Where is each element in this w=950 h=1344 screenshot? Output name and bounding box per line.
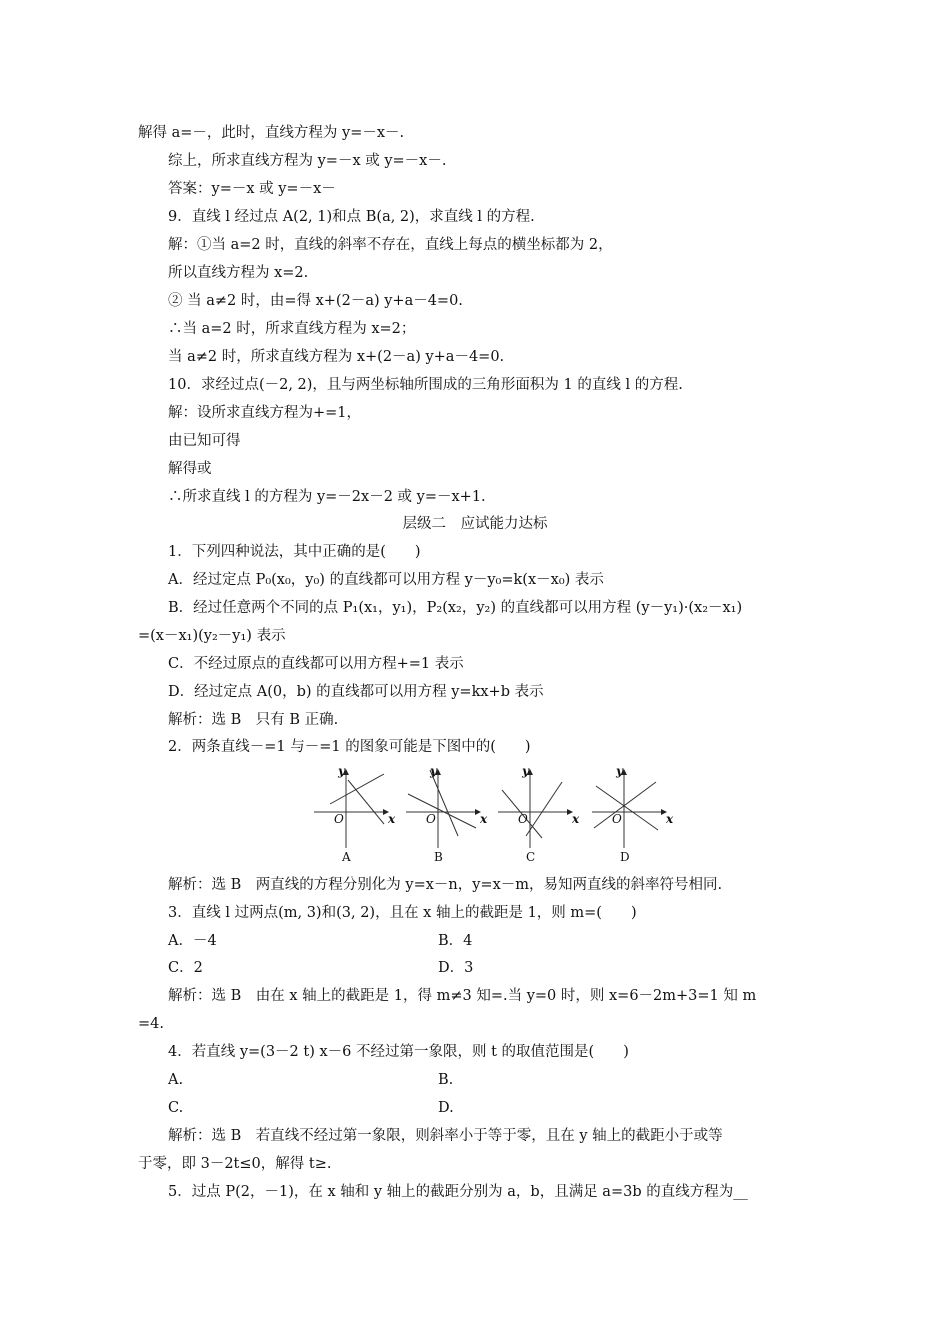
- option-a: A．经过定点 P₀(x₀，y₀) 的直线都可以用方程 y－y₀=k(x－x₀) 表示: [168, 572, 604, 588]
- y-axis-label: y: [338, 764, 345, 778]
- text-line: =(x－x₁)(y₂－y₁) 表示: [138, 628, 286, 644]
- text-line: 解：①当 a=2 时，直线的斜率不存在，直线上每点的横坐标都为 2，: [168, 237, 613, 253]
- graph-c: [498, 770, 572, 848]
- text-line: ∴当 a=2 时，所求直线方程为 x=2；: [168, 321, 416, 337]
- option-c: C．2: [168, 960, 203, 976]
- text-line: =4.: [138, 1016, 164, 1032]
- origin-label: O: [426, 812, 436, 826]
- option-b: B．4: [438, 933, 473, 949]
- answer-2: 解析：选 B 两直线的方程分别化为 y=x－n，y=x－m，易知两直线的斜率符号相同.: [168, 877, 723, 893]
- option-c: C.: [168, 1100, 184, 1116]
- text-line: 解得 a=－，此时，直线方程为 y=－x－.: [138, 125, 405, 141]
- option-d: D．经过定点 A(0，b) 的直线都可以用方程 y=kx+b 表示: [168, 684, 544, 700]
- option-b: B.: [438, 1072, 454, 1088]
- text-line: 解：设所求直线方程为+=1，: [168, 405, 362, 421]
- origin-label: O: [334, 812, 344, 826]
- origin-label: O: [518, 812, 528, 826]
- x-axis-label: x: [388, 812, 396, 826]
- graph-d: [592, 770, 666, 848]
- text-line: 所以直线方程为 x=2.: [168, 265, 309, 281]
- text-line: ② 当 a≠2 时，由=得 x+(2－a) y+a－4=0.: [168, 293, 463, 309]
- option-c: C．不经过原点的直线都可以用方程+=1 表示: [168, 656, 464, 672]
- caption-d: D: [620, 850, 630, 864]
- y-axis-label: y: [616, 764, 623, 778]
- text-line: 综上，所求直线方程为 y=－x 或 y=－x－.: [168, 153, 447, 169]
- section-heading: 层级二 应试能力达标: [402, 516, 548, 532]
- caption-a: A: [342, 850, 351, 864]
- caption-b: B: [434, 850, 443, 864]
- option-d: D．3: [438, 960, 474, 976]
- question-2-figure: [308, 762, 684, 868]
- question-1: 1．下列四种说法，其中正确的是( ): [168, 544, 421, 560]
- question-4: 4．若直线 y=(3－2 t) x－6 不经过第一象限，则 t 的取值范围是( ): [168, 1044, 629, 1060]
- text-line: ∴所求直线 l 的方程为 y=－2x－2 或 y=－x+1.: [168, 489, 486, 505]
- graph-a: [314, 770, 388, 848]
- y-axis-label: y: [522, 764, 529, 778]
- option-a: A．－4: [168, 933, 217, 949]
- option-a: A.: [168, 1072, 184, 1088]
- text-line: 由已知可得: [168, 433, 241, 449]
- answer-1: 解析：选 B 只有 B 正确.: [168, 712, 339, 728]
- question-2: 2．两条直线－=1 与－=1 的图象可能是下图中的( ): [168, 739, 531, 755]
- option-b: B．经过任意两个不同的点 P₁(x₁，y₁)，P₂(x₂，y₂) 的直线都可以用方程 (y－y₁)·(x₂－x₁): [168, 600, 743, 616]
- x-axis-label: x: [572, 812, 580, 826]
- graph-b: [406, 770, 480, 848]
- caption-c: C: [526, 850, 536, 864]
- question-10: 10．求经过点(－2, 2)，且与两坐标轴所围成的三角形面积为 1 的直线 l 的方程.: [168, 377, 683, 393]
- answer-3: 解析：选 B 由在 x 轴上的截距是 1，得 m≠3 知=.当 y=0 时，则 x=6－2m+3=1 知 m: [168, 988, 757, 1004]
- question-3: 3．直线 l 过两点(m, 3)和(3, 2)，且在 x 轴上的截距是 1，则 m=( ): [168, 905, 637, 921]
- text-line: 当 a≠2 时，所求直线方程为 x+(2－a) y+a－4=0.: [168, 349, 505, 365]
- answer-4: 解析：选 B 若直线不经过第一象限，则斜率小于等于零，且在 y 轴上的截距小于或等: [168, 1128, 723, 1144]
- x-axis-label: x: [480, 812, 488, 826]
- question-5: 5．过点 P(2，－1)，在 x 轴和 y 轴上的截距分别为 a，b，且满足 a=3b 的直线方程为__: [168, 1184, 748, 1200]
- option-d: D.: [438, 1100, 454, 1116]
- question-9: 9．直线 l 经过点 A(2, 1)和点 B(a, 2)，求直线 l 的方程.: [168, 209, 535, 225]
- text-line: 于零，即 3－2t≤0，解得 t≥.: [138, 1156, 332, 1172]
- text-line: 答案：y=－x 或 y=－x－: [168, 181, 336, 197]
- text-line: 解得或: [168, 461, 212, 477]
- origin-label: O: [612, 812, 622, 826]
- y-axis-label: y: [430, 764, 437, 778]
- x-axis-label: x: [666, 812, 674, 826]
